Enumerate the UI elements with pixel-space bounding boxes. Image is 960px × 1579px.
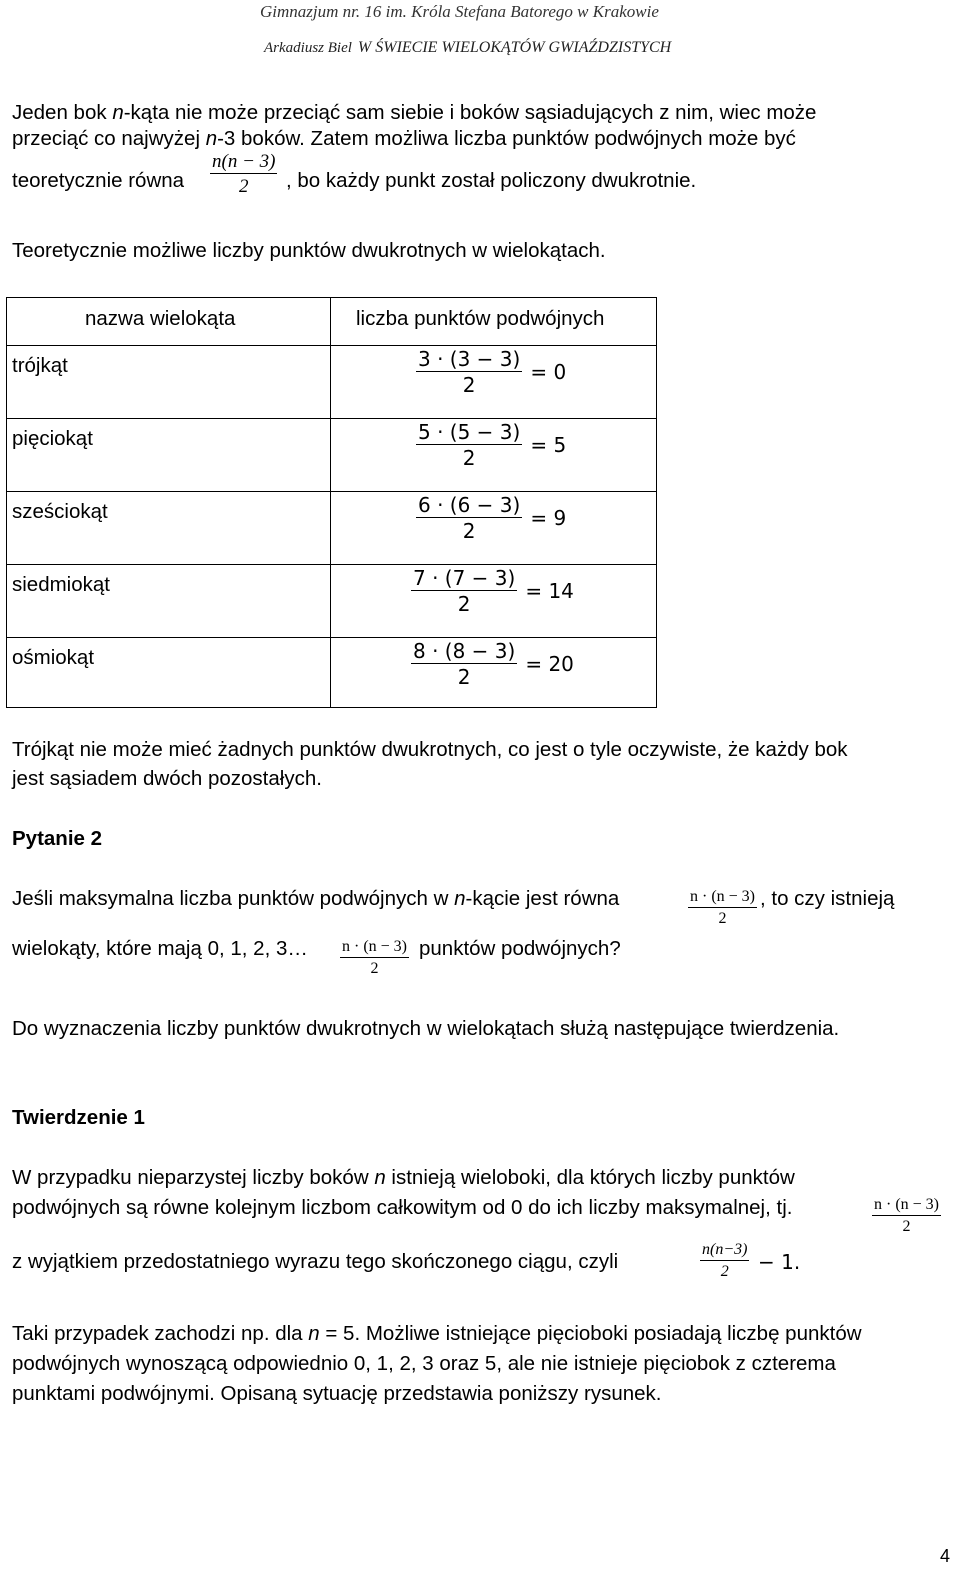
para1-line2: przeciąć co najwyżej n-3 boków. Zatem możliwa liczba punktów podwójnych może być (12, 127, 796, 150)
para4-line3: punktami podwójnymi. Opisaną sytuację przedstawia poniższy rysunek. (12, 1382, 662, 1405)
para4-line1: Taki przypadek zachodzi np. dla n = 5. Możliwe istniejące pięcioboki posiadają liczbę punktów (12, 1322, 862, 1345)
question-line1-end: , to czy istnieją (760, 887, 895, 910)
double-points-formula: $\frac{7 \cdot (7 - 3)}{2}$ = 14 (413, 566, 574, 616)
double-points-formula: $\frac{6 \cdot (6 - 3)}{2}$ = 9 (418, 493, 567, 543)
double-points-formula: $\frac{8 \cdot (8 - 3)}{2}$ = 20 (413, 639, 574, 689)
para1-line1: Jeden bok n-kąta nie może przeciąć sam siebie i boków sąsiadujących z nim, wiec może (12, 101, 817, 124)
para1-line3-start: teoretycznie równa (12, 169, 185, 192)
header-title: W ŚWIECIE WIELOKĄTÓW GWIAŹDZISTYCH (357, 39, 672, 56)
table-row (7, 419, 657, 492)
header-author-line (264, 39, 671, 57)
question-line1: Jeśli maksymalna liczba punktów podwójnych w n-kącie jest równa (12, 887, 620, 910)
polygon-name: trójkąt (12, 354, 68, 377)
para2-line1: Trójkąt nie może mieć żadnych punktów dwukrotnych, co jest o tyle oczywiste, że każdy bok (12, 738, 848, 761)
polygon-name: siedmiokąt (12, 573, 110, 596)
n-variable: n (205, 127, 218, 150)
minus-one: − 1. (758, 1250, 801, 1274)
header-cell: liczba punktów podwójnych (331, 298, 657, 346)
theorem-line1: W przypadku nieparzystej liczby boków n istnieją wieloboki, dla których liczby punktów (12, 1166, 795, 1189)
double-points-formula: $\frac{5 \cdot (5 - 3)}{2}$ = 5 (418, 420, 567, 470)
para1-line3-end: , bo każdy punkt został policzony dwukrotnie. (286, 169, 697, 192)
table-row (7, 346, 657, 419)
formula-max-points: $\frac{n \cdot (n - 3)}{2}$ (874, 1196, 940, 1235)
formula-general: $\frac{n(n - 3)}{2}$ (212, 151, 276, 197)
n-variable: n (374, 1166, 386, 1189)
header-school: Gimnazjum nr. 16 im. Króla Stefana Batorego w Krakowie (260, 2, 659, 21)
table-row (7, 565, 657, 638)
header-author: Arkadiusz Biel (264, 40, 352, 56)
header-cell: nazwa wielokąta (7, 298, 331, 346)
question-title: Pytanie 2 (12, 827, 103, 850)
theorem-line2: podwójnych są równe kolejnym liczbom całkowitym od 0 do ich liczby maksymalnej, tj. (12, 1196, 793, 1219)
n-variable: n (454, 887, 466, 910)
page-number: 4 (940, 1546, 951, 1566)
theorem-title: Twierdzenie 1 (12, 1106, 145, 1129)
polygon-name: pięciokąt (12, 427, 93, 450)
question-line2-start: wielokąty, które mają 0, 1, 2, 3… (12, 937, 308, 960)
formula-max-points: $\frac{n \cdot (n - 3)}{2}$ (342, 938, 408, 977)
polygon-table (6, 297, 657, 708)
table-header-row (7, 298, 657, 346)
para4-line2: podwójnych wynoszącą odpowiednio 0, 1, 2, 3 oraz 5, ale nie istnieje pięciobok z czterema (12, 1352, 836, 1375)
theorem-line3: z wyjątkiem przedostatniego wyrazu tego skończonego ciągu, czyli (12, 1250, 619, 1273)
para2-line2: jest sąsiadem dwóch pozostałych. (12, 767, 322, 790)
formula-general: $\frac{n(n-3)}{2}$ (702, 1241, 748, 1280)
polygon-name: ośmiokąt (12, 646, 95, 669)
table-row (7, 638, 657, 708)
n-variable: n (112, 101, 124, 124)
polygon-name: sześciokąt (12, 500, 108, 523)
formula-max-points: $\frac{n \cdot (n - 3)}{2}$ (690, 888, 756, 927)
question-line2-end: punktów podwójnych? (419, 937, 621, 960)
para3: Do wyznaczenia liczby punktów dwukrotnych w wielokątach służą następujące twierdzenia. (12, 1017, 840, 1040)
n-variable: n (308, 1322, 320, 1345)
table-caption: Teoretycznie możliwe liczby punktów dwukrotnych w wielokątach. (12, 239, 606, 262)
table-row (7, 492, 657, 565)
double-points-formula: $\frac{3 \cdot (3 - 3)}{2}$ = 0 (418, 347, 567, 397)
